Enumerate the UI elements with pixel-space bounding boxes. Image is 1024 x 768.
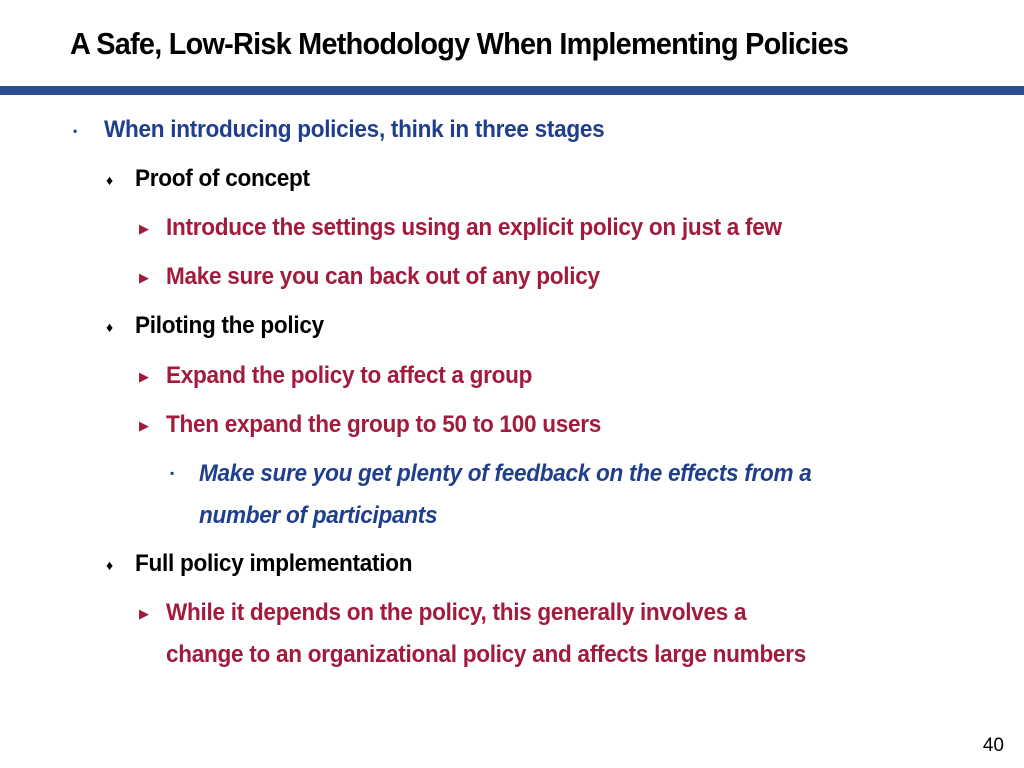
title-rule [0,86,1024,95]
page-number: 40 [982,735,1004,756]
bullet-square-icon: ▪ [170,466,175,480]
bullet-triangle-icon: ▶ [139,418,149,433]
bullet-dot-icon: • [73,124,78,138]
bullet-triangle-icon: ▶ [139,369,149,384]
bullet-full-impl: Full policy implementation [135,550,413,577]
bullet-proof-of-concept: Proof of concept [135,165,310,192]
bullet-pilot-item-1: Expand the policy to affect a group [166,362,533,389]
bullet-triangle-icon: ▶ [139,270,149,285]
bullet-full-item-line-1: While it depends on the policy, this generally involves a [166,599,747,626]
bullet-diamond-icon: ♦ [106,172,114,188]
slide-title: A Safe, Low-Risk Methodology When Implementing Policies [70,26,849,61]
bullet-diamond-icon: ♦ [106,319,114,335]
bullet-poc-item-1: Introduce the settings using an explicit policy on just a few [166,214,782,241]
bullet-pilot-item-2: Then expand the group to 50 to 100 users [166,411,601,438]
bullet-triangle-icon: ▶ [139,221,149,236]
bullet-pilot-sub-line-1: Make sure you get plenty of feedback on the effects from a [199,460,812,487]
bullet-stages-intro: When introducing policies, think in three stages [104,116,605,143]
bullet-poc-item-2: Make sure you can back out of any policy [166,263,600,290]
bullet-diamond-icon: ♦ [106,557,114,573]
bullet-piloting: Piloting the policy [135,312,324,339]
bullet-triangle-icon: ▶ [139,606,149,621]
bullet-pilot-sub-line-2: number of participants [199,502,438,529]
bullet-full-item-line-2: change to an organizational policy and affects large numbers [166,641,806,668]
